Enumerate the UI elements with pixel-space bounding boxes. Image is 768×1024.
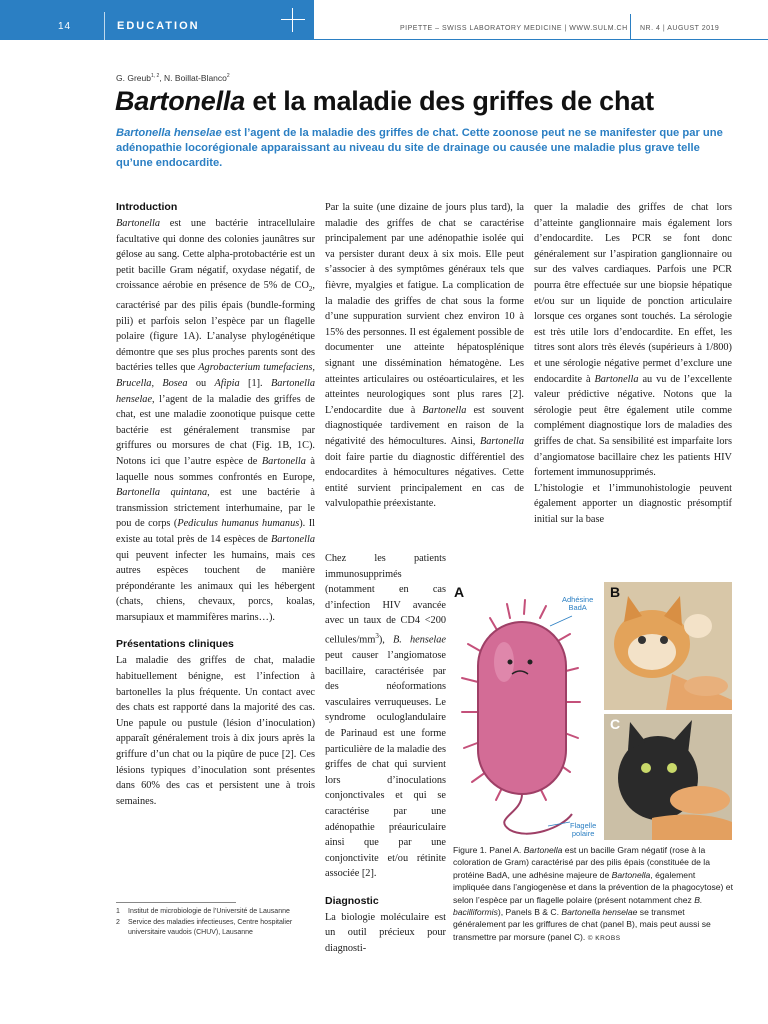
paragraph: L’histologie et l’immunohistologie peuvent également apporter un diagnostic présomptif initial sur la base [534, 482, 732, 525]
flagellum-label-line: polaire [571, 829, 595, 838]
heading-introduction: Introduction [116, 201, 178, 213]
italic-term: Afipia [214, 377, 240, 389]
footnote [116, 907, 306, 917]
adhesin-label-line: Adhésine [562, 595, 594, 604]
text: Figure 1. Panel A. [453, 845, 524, 855]
header-divider-right [630, 14, 631, 40]
italic-term: Bartonella [523, 845, 563, 855]
italic-term: Bartonella [261, 455, 306, 467]
header-divider [104, 12, 105, 40]
text: ), [378, 634, 393, 646]
italic-term: Bartonella [270, 533, 315, 545]
author-separator: , [159, 73, 165, 83]
header-accent-band [0, 0, 314, 40]
text: est une bactérie intracellulaire facultative qui donne des colonies jaunâtres sur gélose au sang. Cette alpha-protobactérie est un petit bacille Gram négatif, oxydase négatif, de croissance aérobie en présence de 5% de CO [116, 218, 315, 292]
adhesin-label [562, 596, 593, 612]
italic-term: B. henselae [392, 634, 446, 646]
italic-term: B. bacilliformis [453, 894, 703, 918]
column-2 [325, 200, 524, 512]
italic-term: Bartonella [611, 869, 651, 880]
paragraph [534, 200, 732, 481]
text: se transmet généralement par les griffures de chat (panel B), mais peut aussi se transmettre par morsure (panel C). [453, 907, 711, 942]
italic-term: Bartonella quintana [116, 487, 208, 499]
text: quer la maladie des griffes de chat lors d’atteinte ganglionnaire mais également lors d’endocardite. Les PCR se font donc généralement sur l’aspiration ganglionnaire ou sur des valves cardiaques. Parfois une PCR pourra être effectuée sur une biopsie hépatique et/ou sur un liquide de ponction articulaire lorsque ces organes sont touchés. La sérologie est très utile lors d’endocardite. En effet, les titres sont alors très élevés (supérieurs à 1/800) et une sérologie négative permet d’exclure une endocardite à [534, 202, 732, 385]
text: au vu de l’excellente valeur prédictive négative. Notons que la sérologie peut être également utile comme complément diagnostique lors de maladies des griffes de chat. Sa sensibilité est imparfaite lors d’angiomatose bacillaire chez les patients HIV fortement immunosupprimés. [534, 373, 732, 479]
page-number: 14 [58, 21, 72, 32]
text: doit faire partie du diagnostic différentiel des endocardites à hémocultures négatives. Cette entité survient principalement en cas de valvulopathie préexistante. [325, 451, 524, 510]
spacer [116, 625, 315, 637]
lead-species: Bartonella henselae [116, 127, 222, 139]
figure-caption [453, 844, 733, 945]
text: , caractérisé par des pilis épais (bundle-forming pili) et parfois selon l’espèce par un flagelle polaire (figure 1A). L’analyse phylogénétique démontre que ses plus proches parents sont des bactéries telles que [116, 280, 315, 374]
author-affiliation: 2 [226, 73, 230, 80]
column-3 [534, 200, 732, 527]
text: peut causer l’angiomatose bacillaire, caractérisée par des néoformations vasculaires verruqueuses. Le syndrome oculoglandulaire de Parinaud est une forme particulière de la maladie des griffes de chat qui survient lors d’inoculations conjonctivales et qui se caractérise par une adénopathie préauriculaire ainsi que par une conjonctivite et/ou rétinite associée [2]. [325, 649, 446, 880]
footnote-number: 2 [116, 919, 120, 926]
text: ). Il existe au total près de 14 espèces de [116, 518, 315, 545]
paragraph: La biologie moléculaire est un outil précieux pour diagnosti- [325, 911, 446, 955]
figure-1 [452, 582, 732, 840]
flagellum-label-line: Flagelle [570, 821, 597, 830]
author-name: G. Greub [116, 73, 151, 83]
article-title [115, 86, 654, 117]
italic-term: Bartonella [116, 218, 161, 229]
footnote-text: Institut de microbiologie de l’Université de Lausanne [128, 908, 290, 915]
italic-term: Bartonella henselae [116, 377, 315, 405]
article-lead [116, 126, 736, 171]
author-affiliation: 1, 2 [150, 73, 160, 80]
lead-text: est l’agent de la maladie des griffes de chat. Cette zoonose peut ne se manifester que par une adénopathie locorégionale apparaissant au niveau du site de drainage ou causée une maladie plus grave telle qu’une endocardite. [116, 127, 723, 169]
superscript: 3 [375, 631, 379, 640]
text: , l’agent de la maladie des griffes de chat, est une maladie zoonotique puisque cette bactérie est généralement transmise par griffures ou morsures de chat (Fig. 1B, 1C). Notons ici que l’autre espèce de [116, 393, 315, 467]
journal-name: PIPETTE – SWISS LABORATORY MEDICINE | WWW.SULM.CH [400, 25, 628, 32]
italic-term: Pediculus humanus humanus [177, 518, 300, 530]
footnote [116, 918, 306, 938]
text: est souvent diagnostiquée tardivement en raison de la négativité des hémocultures. Ainsi, [325, 404, 524, 447]
column-2-narrow [325, 551, 446, 957]
text: , également impliquée dans l’angiogenèse et dans la prévention de la phagocytose) et selon l’espèce par un flagelle polaire (présent notamment chez [453, 869, 733, 905]
text: Par la suite (une dizaine de jours plus tard), la maladie des griffes de chat se caractérise principalement par une adénopathie isolée qui va persister durant deux à six mois. Elle peut s’associer à des symptômes généraux tels que fièvre, myalgies et fatigue. La complication de la maladie des griffes de chat sous la forme d’une suppuration survient chez environ 10 à 15% des personnes. Il est également possible de documenter une atteinte hépatosplénique signant une dissémination hématogène. Les atteintes articulaires ou ostéoarticulaires, et les atteintes neurologiques sont plus rares [2]. L’endocardite due à [325, 202, 524, 416]
text: ), Panels B & C. [497, 907, 562, 918]
title-text: et la maladie des griffes de chat [245, 86, 654, 116]
section-title: EDUCATION [117, 20, 200, 32]
page-header [0, 0, 768, 40]
subscript: 2 [308, 285, 313, 294]
italic-term: Agrobacterium tumefaciens, Brucella, Bosea [116, 362, 315, 389]
title-genus: Bartonella [115, 86, 246, 116]
header-info [314, 0, 768, 40]
heading-clinical: Présentations cliniques [116, 638, 234, 651]
panel-a-label: A [454, 584, 465, 600]
footnotes [116, 907, 306, 939]
italic-term: Bartonella [479, 435, 524, 447]
bacterium-illustration [452, 582, 732, 840]
panel-c-label: C [610, 716, 621, 732]
footnote-rule [116, 902, 236, 903]
text: à laquelle nous sommes confrontés en Europe, [116, 455, 315, 483]
italic-term: Bartonella henselae [561, 907, 638, 918]
plus-icon [281, 8, 305, 32]
text: qui peuvent infecter les humains, mais ces autres espèces touchent de manière prépondérante les animaux qui les hébergent (chats, chiens, chevaux, porcs, koalas, marsupiaux et mammifères marins…). [116, 549, 315, 623]
text: [1]. [239, 377, 271, 389]
heading-diagnostic: Diagnostic [325, 894, 379, 907]
issue-info: NR. 4 | AUGUST 2019 [640, 25, 720, 32]
paragraph [325, 551, 446, 882]
flagellum-label [570, 822, 596, 838]
adhesin-label-line: BadA [568, 603, 587, 612]
text: ou [187, 377, 215, 389]
italic-term: Bartonella [594, 373, 639, 385]
authors [116, 73, 230, 83]
paragraph: La maladie des griffes de chat, maladie habituellement bénigne, est l’infection à bartonelles la plus fréquente. Un contact avec des chats est rapporté dans la majorité des cas. Une papule ou pustule (lésion d’inoculation) apparaît généralement trois à dix jours après la griffure d’un chat ou la piqûre de puce [2]. Ces lésions typiques d’inoculation sont présentes dans 60% des cas et persistent une à trois semaines. [116, 655, 315, 807]
image-credit: © KROBS [587, 934, 621, 942]
column-1 [116, 200, 315, 809]
footnote-number: 1 [116, 908, 120, 915]
italic-term: Bartonella [422, 404, 467, 416]
paragraph [116, 216, 315, 625]
text: , est une bactérie à transmission strictement interhumaine, par le pou de corps ( [116, 487, 316, 530]
text: Chez les patients immunosupprimés (notamment en cas d’infection HIV avancée avec un taux de CD4 <200 cellules/mm [325, 553, 446, 646]
panel-b-label: B [610, 584, 621, 600]
spacer [325, 882, 446, 894]
text: est un bacille Gram négatif (rose à la coloration de Gram) caractérisé par des pilis épais (constituée de la protéine BadA, une adhésine majeure de [453, 845, 710, 880]
paragraph [325, 200, 524, 512]
author-name: N. Boillat-Blanco [164, 73, 227, 83]
footnote-text: Service des maladies infectieuses, Centre hospitalier universitaire vaudois (CHUV), Lausanne [128, 919, 293, 936]
